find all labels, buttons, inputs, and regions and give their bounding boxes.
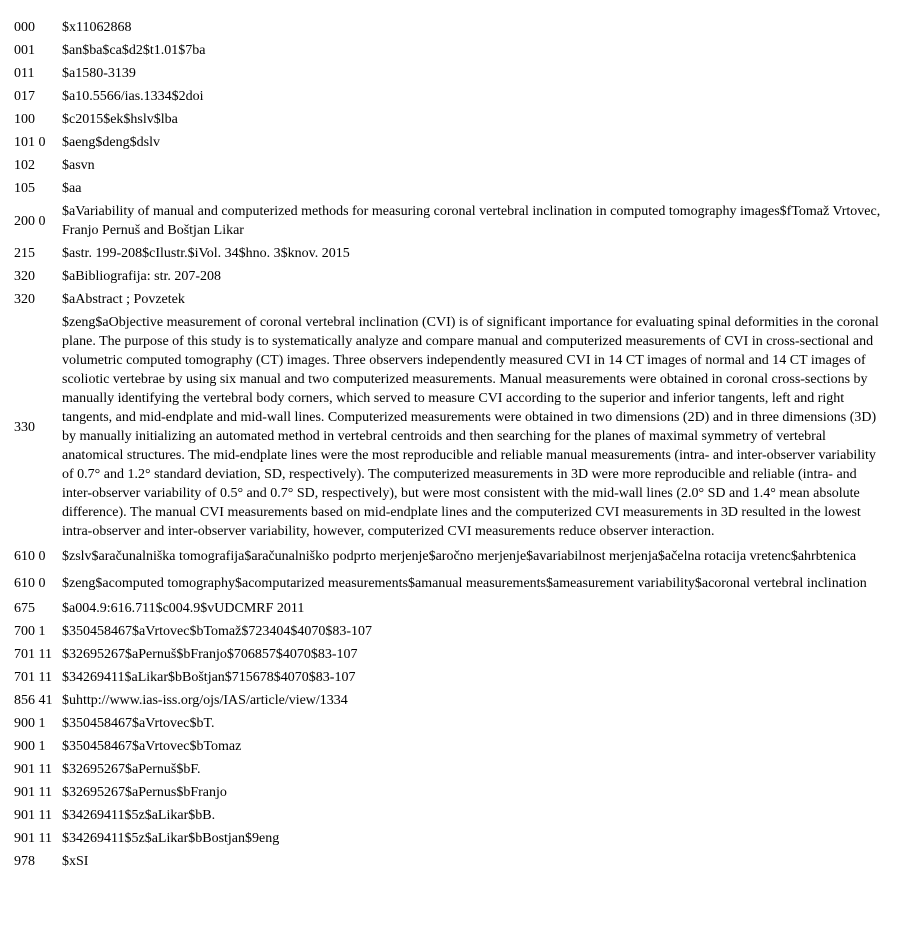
field-row: [0, 643, 900, 666]
field-tag: 101 0: [14, 135, 46, 150]
field-value: $aVariability of manual and computerized methods for measuring coronal vertebral inclination in computed tomography images$fTomaž Vrtovec, Franjo Pernuš and Boštjan Likar: [62, 204, 881, 238]
field-tag: 978: [14, 854, 35, 869]
field-row: [0, 666, 900, 689]
field-value: $c2015$ek$hslv$lba: [62, 112, 178, 127]
field-tag: 901 11: [14, 762, 52, 777]
field-tag: 901 11: [14, 808, 52, 823]
field-row: [0, 62, 900, 85]
field-value: $350458467$aVrtovec$bTomaž$723404$4070$83-107: [62, 624, 373, 639]
field-tag: 900 1: [14, 716, 46, 731]
field-value: $34269411$5z$aLikar$bBostjan$9eng: [62, 831, 280, 846]
field-tag: 901 11: [14, 831, 52, 846]
field-row: [0, 620, 900, 643]
field-tag: 701 11: [14, 647, 52, 662]
field-tag: 675: [14, 601, 35, 616]
field-value: $astr. 199-208$cIlustr.$iVol. 34$hno. 3$knov. 2015: [62, 246, 350, 261]
field-row: [0, 597, 900, 620]
field-tag: 100: [14, 112, 35, 127]
field-row: [0, 689, 900, 712]
field-tag: 001: [14, 43, 35, 58]
field-tag: 610 0: [14, 576, 46, 591]
field-row: [0, 154, 900, 177]
field-tag: 901 11: [14, 785, 52, 800]
field-value: $zeng$aObjective measurement of coronal vertebral inclination (CVI) is of significant importance for evaluating spinal deformities in the coronal plane. The purpose of this study is to systematically analyze and compare manual and computerized measurements of CVI in cross-sectional and volumetric computed tomography (CT) images. Three observers independently measured CVI in 14 CT images of normal and 14 CT images of scoliotic vertebrae by using six manual and two computerized measurements. Manual measurements were obtained in coronal cross-sections by manually identifying the vertebral body corners, which served to measure CVI according to the superior and inferior tangents, left and right tangents, and mid-endplate and mid-wall lines. Computerized measurements were obtained in two dimensions (2D) and in three dimensions (3D) by manually initializing an automated method in vertebral centroids and then searching for the planes of maximal symmetry of vertebral anatomical structures. The mid-endplate lines were the most reproducible and reliable manual measurements (intra- and inter-observer variability of 0.7° and 1.2° standard deviation, SD, respectively). The computerized measurements in 3D were more reproducible and reliable (intra- and inter-observer variability of 0.5° and 0.7° SD, respectively), but were most consistent with the mid-wall lines (2.0° SD and 1.4° mean absolute difference). The manual CVI measurements based on mid-endplate lines and the computerized CVI measurements in 3D resulted in the lowest intra-observer and inter-observer variability, however, computerized CVI measurements reduce observer interaction.: [62, 315, 879, 539]
marc-record: [0, 16, 900, 873]
field-value: $a004.9:616.711$c004.9$vUDCMRF 2011: [62, 601, 305, 616]
field-row: [0, 543, 900, 570]
field-tag: 320: [14, 292, 35, 307]
field-tag: 000: [14, 20, 35, 35]
field-tag: 700 1: [14, 624, 46, 639]
field-tag: 701 11: [14, 670, 52, 685]
field-row: [0, 200, 900, 242]
field-row: [0, 570, 900, 597]
field-row: [0, 781, 900, 804]
field-tag: 017: [14, 89, 35, 104]
field-value: $xSI: [62, 854, 89, 869]
field-tag: 610 0: [14, 549, 46, 564]
field-value: $34269411$5z$aLikar$bB.: [62, 808, 216, 823]
field-row: [0, 265, 900, 288]
field-value: $32695267$aPernus$bFranjo: [62, 785, 227, 800]
field-row: [0, 131, 900, 154]
field-value: $aAbstract ; Povzetek: [62, 292, 185, 307]
field-tag: 215: [14, 246, 35, 261]
field-value: $350458467$aVrtovec$bT.: [62, 716, 215, 731]
field-tag: 105: [14, 181, 35, 196]
field-tag: 011: [14, 66, 35, 81]
field-row: [0, 177, 900, 200]
field-row: [0, 242, 900, 265]
field-value: $a10.5566/ias.1334$2doi: [62, 89, 204, 104]
field-value: $aa: [62, 181, 82, 196]
field-row: [0, 16, 900, 39]
field-value: $zslv$aračunalniška tomografija$aračunalniško podprto merjenje$aročno merjenje$avariabilnost merjenja$ačelna rotacija vretenc$ahrbtenica: [62, 549, 857, 564]
field-value: $aeng$deng$dslv: [62, 135, 160, 150]
field-value: $zeng$acomputed tomography$acomputarized measurements$amanual measurements$ameasurement variability$acoronal vertebral inclination: [62, 576, 867, 591]
field-row: [0, 735, 900, 758]
field-row: [0, 85, 900, 108]
field-value: $34269411$aLikar$bBoštjan$715678$4070$83-107: [62, 670, 356, 685]
field-row: [0, 712, 900, 735]
field-tag: 900 1: [14, 739, 46, 754]
field-value: $32695267$aPernuš$bFranjo$706857$4070$83-107: [62, 647, 358, 662]
field-value: $x11062868: [62, 20, 132, 35]
field-row: [0, 827, 900, 850]
field-tag: 856 41: [14, 693, 53, 708]
field-value: $350458467$aVrtovec$bTomaz: [62, 739, 242, 754]
field-row: [0, 288, 900, 311]
field-tag: 320: [14, 269, 35, 284]
field-row: [0, 39, 900, 62]
field-row: [0, 758, 900, 781]
field-value: $a1580-3139: [62, 66, 136, 81]
field-row: [0, 108, 900, 131]
field-value: $uhttp://www.ias-iss.org/ojs/IAS/article/view/1334: [62, 693, 348, 708]
field-value: $asvn: [62, 158, 95, 173]
field-value: $aBibliografija: str. 207-208: [62, 269, 222, 284]
field-value: $an$ba$ca$d2$t1.01$7ba: [62, 43, 206, 58]
field-tag: 330: [14, 419, 35, 435]
field-tag: 102: [14, 158, 35, 173]
field-row: [0, 311, 900, 543]
field-tag: 200 0: [14, 213, 46, 229]
field-row: [0, 804, 900, 827]
field-row: [0, 850, 900, 873]
field-value: $32695267$aPernuš$bF.: [62, 762, 201, 777]
